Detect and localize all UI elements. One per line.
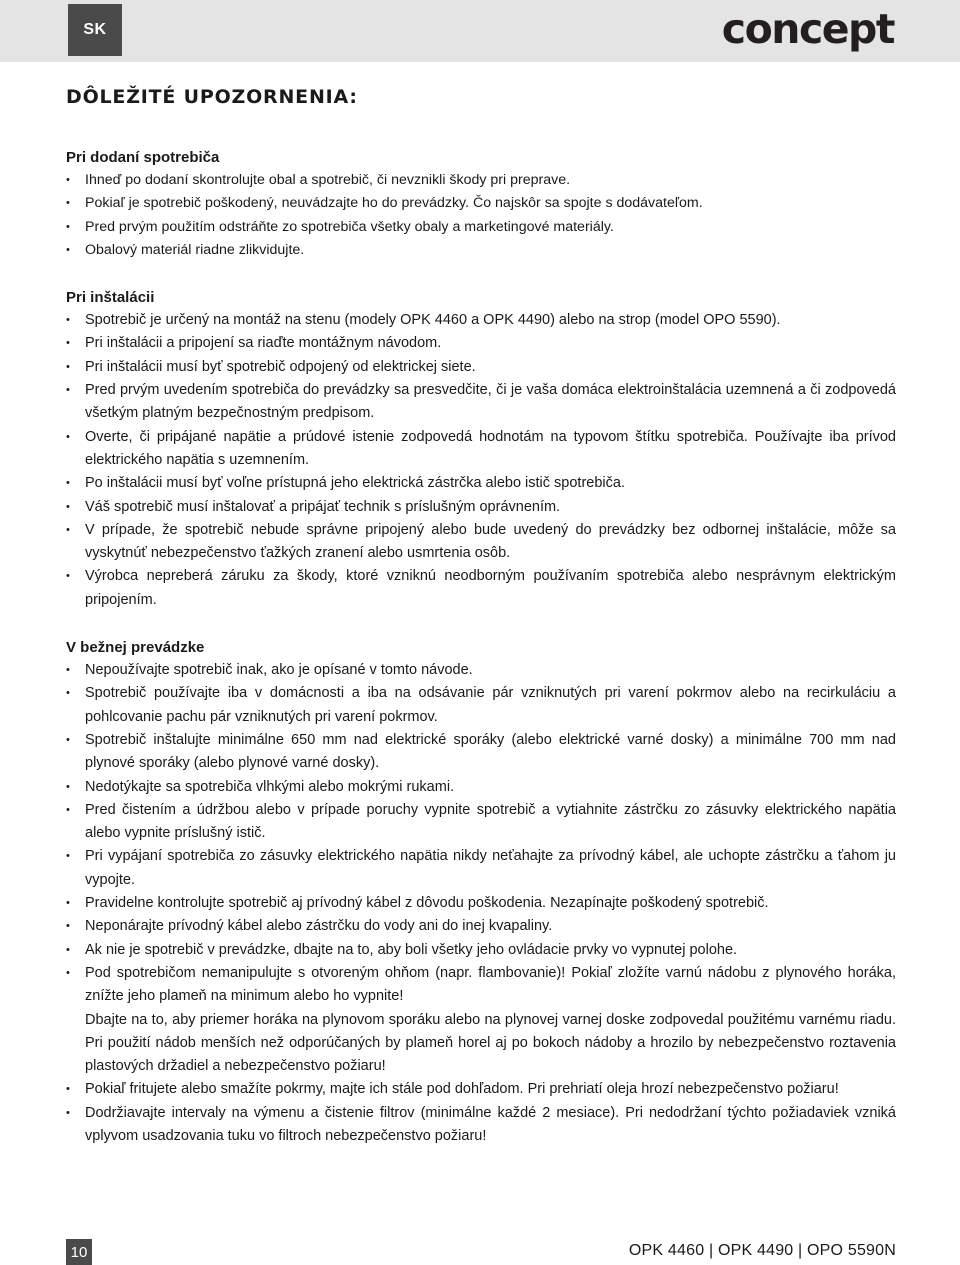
page-title: DÔLEŽITÉ UPOZORNENIA: — [66, 86, 358, 108]
list-item: • V prípade, že spotrebič nebude správne pripojený alebo bude uvedený do prevádzky bez odbornej inštalácie, môže sa vyskytnúť nebezpečenstvo ťažkých zranení alebo usmrtenia osôb. — [66, 519, 896, 566]
brand-logo: concept — [721, 5, 894, 53]
section-title: V bežnej prevádzke — [66, 639, 205, 657]
section-title: Pri inštalácii — [66, 289, 155, 307]
bullet-list — [66, 169, 896, 262]
footer-models: OPK 4460 | OPK 4490 | OPO 5590N — [628, 1242, 896, 1259]
list-item: • Pravidelne kontrolujte spotrebič aj prívodný kábel z dôvodu poškodenia. Nezapínajte poškodený spotrebič. — [66, 892, 896, 915]
list-item: • Výrobca nepreberá záruku za škody, ktoré vzniknú neodborným používaním spotrebiča alebo nesprávnym elektrickým pripojením. — [66, 565, 896, 612]
list-item: • Pri inštalácii musí byť spotrebič odpojený od elektrickej siete. — [66, 356, 896, 379]
list-item: • Nepoužívajte spotrebič inak, ako je opísané v tomto návode. — [66, 659, 896, 682]
list-item: • Pokiaľ fritujete alebo smažíte pokrmy, majte ich stále pod dohľadom. Pri prehriatí oleja hrozí nebezpečenstvo požiaru! — [66, 1078, 896, 1101]
list-item: • Nedotýkajte sa spotrebiča vlhkými alebo mokrými rukami. — [66, 776, 896, 799]
list-item: • Spotrebič používajte iba v domácnosti a iba na odsávanie pár vzniknutých pri varení pokrmov alebo na recirkuláciu a pohlcovanie pachu pár vzniknutých pri varení pokrmov. — [66, 682, 896, 729]
bullet-list — [66, 309, 896, 612]
list-item: • Po inštalácii musí byť voľne prístupná jeho elektrická zástrčka alebo istič spotrebiča. — [66, 472, 896, 495]
list-item: • Spotrebič je určený na montáž na stenu (modely OPK 4460 a OPK 4490) alebo na strop (model OPO 5590). — [66, 309, 896, 332]
list-item-continuation: Dbajte na to, aby priemer horáka na plynovom sporáku alebo na plynovej varnej doske zodpovedal použitému varnému riadu. Pri použití nádob menších než odporúčaných by plameň horel aj po bokoch nádoby a hrozilo by nebezpečenstvo roztavenia plastových držadiel a nebezpečenstvo požiaru! — [85, 1011, 896, 1075]
section-delivery — [66, 146, 896, 262]
list-item: • Pred čistením a údržbou alebo v prípade poruchy vypnite spotrebič a vytiahnite zástrčku zo zásuvky elektrického napätia alebo vypnite príslušný istič. — [66, 799, 896, 846]
list-item: • Pri inštalácii a pripojení sa riaďte montážnym návodom. — [66, 332, 896, 355]
section-operation — [66, 636, 896, 1148]
list-item: • Neponárajte prívodný kábel alebo zástrčku do vody ani do inej kvapaliny. — [66, 915, 896, 938]
list-item: • Ak nie je spotrebič v prevádzke, dbajte na to, aby boli všetky jeho ovládacie prvky vo vypnutej polohe. — [66, 939, 896, 962]
list-item: • Spotrebič inštalujte minimálne 650 mm nad elektrické sporáky (alebo elektrické varné dosky) a minimálne 700 mm nad plynové sporáky (alebo plynové varné dosky). — [66, 729, 896, 776]
document-body — [66, 82, 896, 1172]
list-item: • Pokiaľ je spotrebič poškodený, neuvádzajte ho do prevádzky. Čo najskôr sa spojte s dodávateľom. — [66, 192, 896, 215]
list-item-text: Pod spotrebičom nemanipulujte s otvoreným ohňom (napr. flambovanie)! Pokiaľ zložíte varnú nádobu z plynového horáka, znížte jeho plameň na minimum alebo ho vypnite! — [85, 964, 896, 1005]
list-item: • Pri vypájaní spotrebiča zo zásuvky elektrického napätia nikdy neťahajte za prívodný kábel, ale uchopte zástrčku a ťahom ju vypojte. — [66, 845, 896, 892]
list-item — [66, 962, 896, 1078]
list-item: • Ihneď po dodaní skontrolujte obal a spotrebič, či nevznikli škody pri preprave. — [66, 169, 896, 192]
list-item: • Overte, či pripájané napätie a prúdové istenie zodpovedá hodnotám na typovom štítku spotrebiča. Používajte iba prívod elektrického napätia s uzemnením. — [66, 426, 896, 473]
bullet-list — [66, 659, 896, 1148]
list-item: • Váš spotrebič musí inštalovať a pripájať technik s príslušným oprávnením. — [66, 496, 896, 519]
section-installation — [66, 286, 896, 612]
list-item: • Obalový materiál riadne zlikvidujte. — [66, 239, 896, 262]
list-item: • Dodržiavajte intervaly na výmenu a čistenie filtrov (minimálne každé 2 mesiace). Pri nedodržaní týchto požiadaviek vzniká vplyvom usadzovania tuku vo filtroch nebezpečenstvo požiaru! — [66, 1102, 896, 1149]
language-badge: SK — [68, 4, 122, 56]
list-item: • Pred prvým použitím odstráňte zo spotrebiča všetky obaly a marketingové materiály. — [66, 216, 896, 239]
list-item: • Pred prvým uvedením spotrebiča do prevádzky sa presvedčite, či je vaša domáca elektroinštalácia uzemnená a či zodpovedá všetkým platným bezpečnostným predpisom. — [66, 379, 896, 426]
section-title: Pri dodaní spotrebiča — [66, 149, 220, 166]
page-number: 10 — [66, 1239, 92, 1265]
